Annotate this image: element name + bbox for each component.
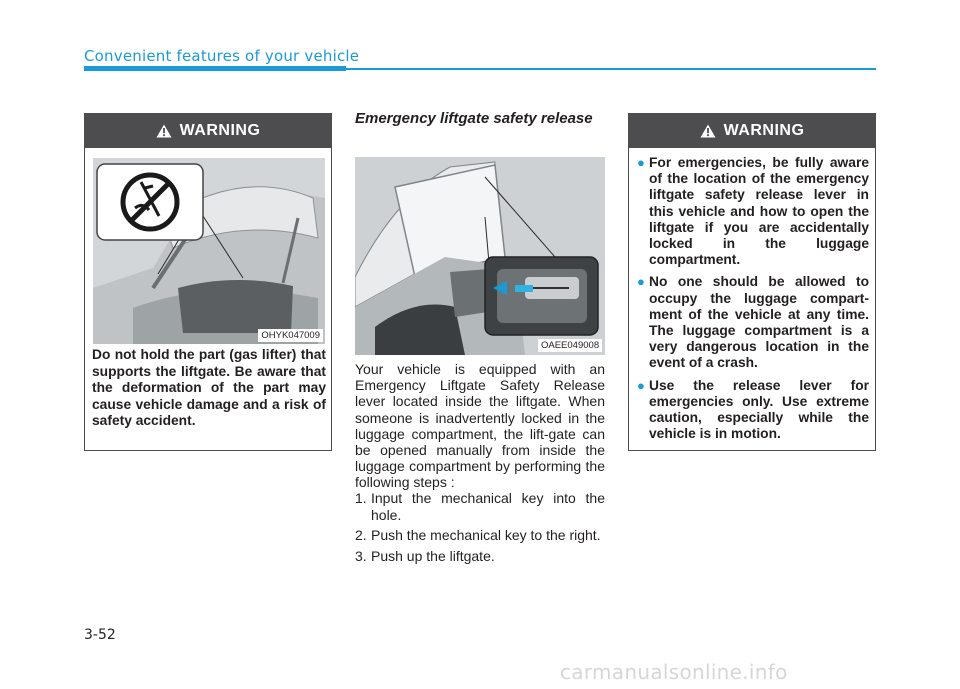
- warning-box-release-lever: [628, 113, 876, 451]
- header-rule-accent: [84, 66, 346, 71]
- list-item: [355, 490, 605, 523]
- figure-code: OAEE049008: [538, 339, 602, 352]
- watermark: carmanualsonline.info: [560, 660, 788, 684]
- warning-text: Do not hold the part (gas lifter) that supports the liftgate. Be aware that the deformation of the part may cause vehicle damage and a risk of safety accident.: [92, 347, 326, 428]
- warning-title: WARNING: [723, 122, 805, 139]
- liftgate-release-illustration: [355, 157, 605, 355]
- step-text: Push up the liftgate.: [371, 547, 495, 564]
- warning-bullet-list: [637, 155, 869, 448]
- step-number: 3.: [355, 547, 367, 564]
- figure-code: OHYK047009: [258, 329, 323, 342]
- list-item: [637, 155, 869, 268]
- step-list: [355, 490, 605, 568]
- section-title: Convenient features of your vehicle: [84, 47, 360, 65]
- bullet-icon: ●: [637, 377, 645, 393]
- list-item: [637, 274, 869, 371]
- page-number: 3-52: [84, 627, 116, 643]
- bullet-icon: ●: [637, 274, 645, 290]
- warning-header: [85, 114, 331, 148]
- list-item: [355, 548, 605, 565]
- step-text: Input the mechanical key into the hole.: [371, 490, 605, 523]
- bullet-text: Use the release lever for emergencies only. Use extreme caution, especially while the vehicle is in motion.: [649, 377, 869, 442]
- bullet-text: For emergencies, be fully aware of the location of the emergency liftgate safety release lever in this vehicle and how to open the liftgate if you are accidentally locked in the luggage compartment.: [649, 155, 869, 268]
- subsection-heading: Emergency liftgate safety release: [355, 110, 593, 127]
- step-number: 2.: [355, 527, 367, 543]
- step-text: Push the mechanical key to the right.: [371, 527, 601, 543]
- bullet-icon: ●: [637, 155, 645, 170]
- list-item: [355, 527, 605, 544]
- warning-box-gas-lifter: [84, 113, 332, 451]
- warning-triangle-icon: [156, 124, 172, 138]
- header-rule: [346, 68, 876, 70]
- warning-triangle-icon: [700, 124, 716, 138]
- list-item: [637, 378, 869, 443]
- warning-title: WARNING: [179, 122, 261, 139]
- intro-paragraph: Your vehicle is equipped with an Emergency Liftgate Safety Release lever located inside the liftgate. When someone is inadvertently locked in the luggage compartment, the lift-gate can be opened manually from inside the luggage compartment by performing the following steps :: [355, 361, 605, 491]
- bullet-text: No one should be allowed to occupy the luggage compart-ment of the vehicle at any time. The luggage compartment is a very dangerous location in the event of a crash.: [649, 274, 869, 371]
- step-number: 1.: [355, 490, 367, 506]
- warning-header: [629, 114, 875, 148]
- gas-lifter-illustration: [93, 158, 325, 344]
